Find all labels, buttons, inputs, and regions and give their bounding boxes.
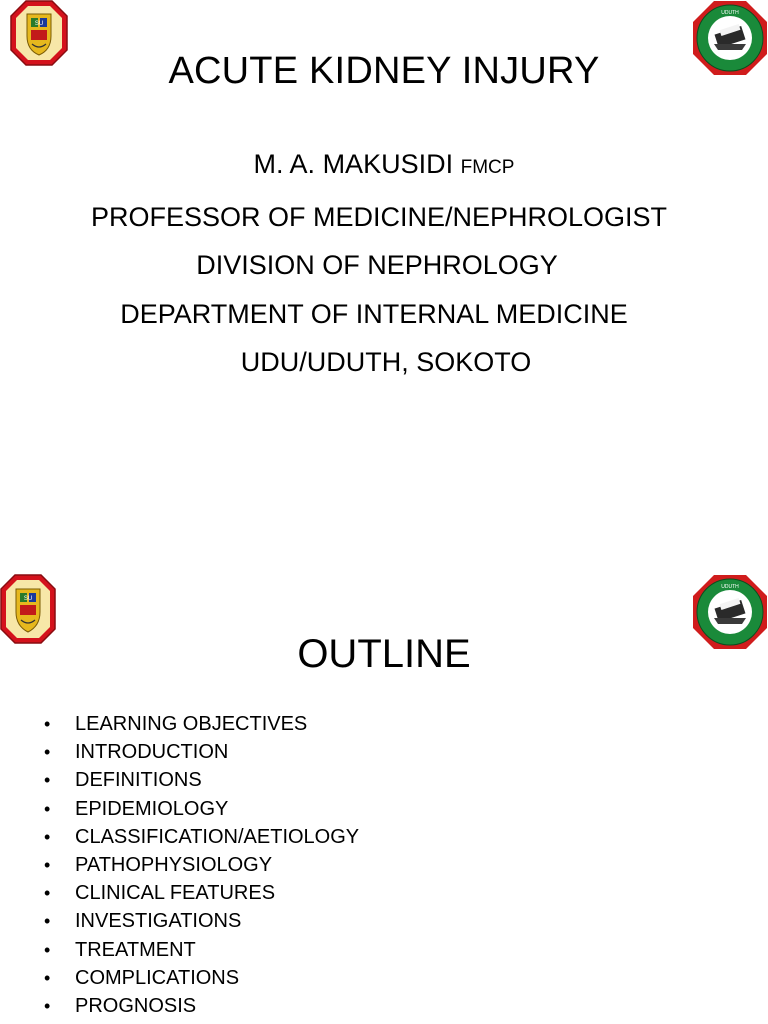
slide-2 (0, 512, 768, 1024)
outline-item-label: PROGNOSIS (75, 995, 197, 1018)
bullet: • (44, 939, 51, 960)
author-institution: UDU/UDUTH, SOKOTO (240, 347, 532, 377)
outline-item-label: DEFINITIONS (75, 769, 202, 792)
list-item (44, 795, 359, 823)
list-item (44, 766, 359, 794)
list-item (44, 879, 359, 907)
bullet: • (44, 826, 51, 847)
bullet: • (44, 798, 51, 819)
bullet: • (44, 714, 51, 734)
author-division: DIVISION OF NEPHROLOGY (196, 250, 558, 280)
author-name-line (0, 140, 768, 193)
outline-item-label: PATHOPHYSIOLOGY (75, 854, 273, 877)
bullet: • (44, 996, 51, 1017)
bullet: • (44, 911, 51, 932)
author-name: M. A. MAKUSIDI (253, 149, 454, 179)
svg-text:UDUTH: UDUTH (721, 10, 739, 16)
bullet: • (44, 742, 51, 763)
outline-item-label: LEARNING OBJECTIVES (75, 713, 308, 735)
outline-item-label: CLINICAL FEATURES (75, 882, 276, 905)
outline-item-label: EPIDEMIOLOGY (75, 797, 229, 820)
outline-item-label: INVESTIGATIONS (75, 910, 242, 933)
list-item (44, 936, 359, 964)
bullet: • (44, 883, 51, 904)
author-credential: FMCP (460, 157, 515, 178)
bullet: • (44, 855, 51, 876)
author-department: DEPARTMENT OF INTERNAL MEDICINE (120, 298, 628, 329)
outline-item-label: TREATMENT (75, 938, 196, 961)
list-item (44, 964, 359, 992)
svg-text:SU: SU (23, 596, 33, 602)
list-item (44, 823, 359, 851)
slide-title: ACUTE KIDNEY INJURY (168, 50, 600, 92)
outline-item-label: CLASSIFICATION/AETIOLOGY (75, 825, 360, 848)
author-block (0, 140, 768, 387)
list-item (44, 851, 359, 879)
list-item (44, 907, 359, 935)
outline-item-label: COMPLICATIONS (75, 966, 240, 989)
list-item (44, 992, 359, 1020)
bullet: • (44, 967, 51, 988)
svg-text:SU: SU (34, 21, 44, 27)
list-item (44, 710, 359, 738)
outline-list (44, 710, 359, 1020)
svg-text:UDUTH: UDUTH (721, 584, 739, 590)
outline-item-label: INTRODUCTION (75, 741, 229, 764)
list-item (44, 738, 359, 766)
bullet: • (44, 770, 51, 791)
outline-title: OUTLINE (297, 632, 471, 676)
author-title: PROFESSOR OF MEDICINE/NEPHROLOGIST (90, 201, 668, 232)
